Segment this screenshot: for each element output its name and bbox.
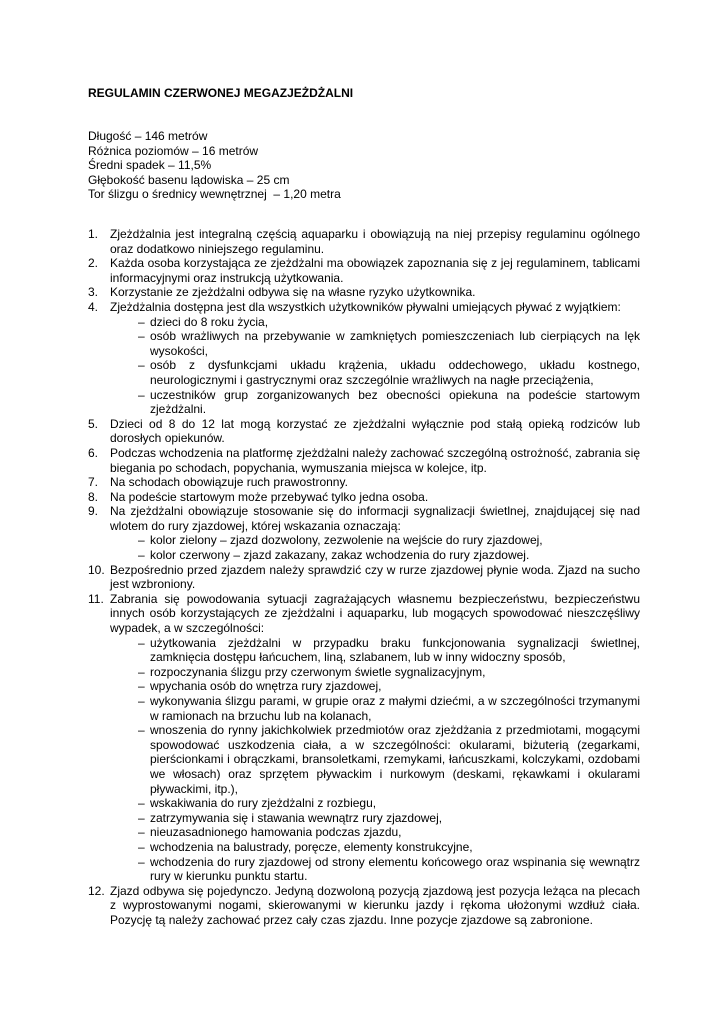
rule-text: Na podeście startowym może przebywać tylko jedna osoba.: [110, 489, 429, 504]
rule-number: 6.: [88, 445, 99, 460]
rule-text: Na zjeżdżalni obowiązuje stosowanie się do informacji sygnalizacji świetlnej, znajdującej się nad wlotem do rury zjazdowej, której wskazania oznaczają:: [110, 504, 640, 533]
rule-sublist: [110, 533, 640, 562]
spec-line: Długość – 146 metrów: [88, 129, 208, 143]
rule-number: 5.: [88, 416, 99, 431]
rule-text: Podczas wchodzenia na platformę zjeżdżalni należy zachować szczególną ostrożność, zabrania się biegania po schodach, popychania, wymuszania miejsca w kolejce, itp.: [110, 445, 640, 475]
spec-line: Głębokość basenu lądowiska – 25 cm: [88, 172, 290, 187]
rule-item: [88, 884, 640, 928]
rule-subitem: – wpychania osób do wnętrza rury zjazdowej,: [138, 679, 640, 694]
rule-item: [88, 563, 640, 592]
rule-text: Zjazd odbywa się pojedynczo. Jedyną dozwoloną pozycją zjazdową jest pozycja leżąca na plecach z wyprostowanymi nogami, skierowanymi w kierunku jazdy i rękoma ułożonymi wzdłuż ciała. Pozycję tą należy zachować przez cały czas zjazdu. Inne pozycje zjazdowe są zabronione.: [110, 883, 640, 927]
rule-item: [88, 592, 640, 884]
rule-number: 1.: [88, 227, 99, 241]
rule-item: [88, 504, 640, 562]
rule-subitem: – wskakiwania do rury zjeżdżalni z rozbiegu,: [138, 796, 640, 811]
rule-text: Zabrania się powodowania sytuacji zagrażających własnemu bezpieczeństwu, bezpieczeństwu innych osób korzystających ze zjeżdżalni i aquaparku, lub mogących spowodować nieszczęśliwy wypadek, a w szczególności:: [110, 591, 640, 636]
rule-subitem: – kolor czerwony – zjazd zakazany, zakaz wchodzenia do rury zjazdowej.: [138, 548, 640, 563]
rule-item: [88, 446, 640, 475]
rule-text: Zjeżdżalnia jest integralną częścią aquaparku i obowiązują na niej przepisy regulaminu ogólnego oraz dodatkowo niniejszego regulaminu.: [110, 227, 640, 256]
rule-subitem: – wnoszenia do rynny jakichkolwiek przedmiotów oraz zjeżdżania z przedmiotami, mogącymi spowodować uszkodzenia ciała, a w szczególności: okularami, biżuterią (zegarkami, pierścionkami i obrączkami, bransoletkami, rzemykami, łańcuszkami, kolczykami, ozdobami we włosach) oraz sprzętem pływackim i nurkowym (deskami, rękawkami i okularami pływackimi, itp.),: [138, 723, 640, 796]
specs-block: [88, 129, 341, 202]
rule-number: 3.: [88, 285, 99, 300]
rule-subitem: – użytkowania zjeżdżalni w przypadku braku funkcjonowania sygnalizacji świetlnej, zamknięcia dostępu łańcuchem, liną, szlabanem, lub w inny widoczny sposób,: [138, 636, 640, 665]
rule-subitem: – nieuzasadnionego hamowania podczas zjazdu,: [138, 825, 640, 840]
rule-item: [88, 490, 640, 505]
rule-item: [88, 475, 640, 490]
rule-text: Na schodach obowiązuje ruch prawostronny.: [110, 475, 348, 490]
rule-item: [88, 417, 640, 446]
rule-number: 9.: [88, 504, 99, 519]
rule-text: Każda osoba korzystająca ze zjeżdżalni ma obowiązek zapoznania się z jej regulaminem, tablicami informacyjnymi oraz instrukcją użytkowania.: [110, 256, 640, 285]
rule-sublist: [110, 636, 640, 884]
rule-subitem: – rozpoczynania ślizgu przy czerwonym świetle sygnalizacyjnym,: [138, 665, 640, 680]
rule-subitem: – wykonywania ślizgu parami, w grupie oraz z małymi dziećmi, a w szczególności trzymanymi w ramionach na brzuchu lub na kolanach,: [138, 694, 640, 723]
rule-number: 11.: [88, 591, 104, 606]
rule-number: 8.: [88, 489, 99, 504]
rule-item: [88, 300, 640, 417]
rule-text: Dzieci od 8 do 12 lat mogą korzystać ze zjeżdżalni wyłącznie pod stałą opieką rodziców lub dorosłych opiekunów.: [110, 416, 640, 446]
rule-text: Korzystanie ze zjeżdżalni odbywa się na własne ryzyko użytkownika.: [110, 285, 476, 300]
rule-subitem: – zatrzymywania się i stawania wewnątrz rury zjazdowej,: [138, 811, 640, 826]
document-title: REGULAMIN CZERWONEJ MEGAZJEŻDŻALNI: [88, 86, 354, 100]
rule-number: 10.: [88, 562, 105, 577]
rule-subitem: – osób wrażliwych na przebywanie w zamkniętych pomieszczeniach lub cierpiących na lęk wysokości,: [138, 329, 640, 358]
rule-subitem: – kolor zielony – zjazd dozwolony, zezwolenie na wejście do rury zjazdowej,: [138, 533, 640, 548]
rule-item: [88, 285, 640, 300]
rule-subitem: – osób z dysfunkcjami układu krążenia, układu oddechowego, układu kostnego, neurologicznymi i gastrycznymi oraz szczególnie wrażliwych na nagłe przeciążenia,: [138, 358, 640, 387]
rule-number: 2.: [88, 256, 99, 271]
rule-subitem: – wchodzenia do rury zjazdowej od strony elementu końcowego oraz wspinania się wewnątrz rury w kierunku punktu startu.: [138, 855, 640, 884]
rule-item: [88, 256, 640, 285]
spec-line: Tor ślizgu o średnicy wewnętrznej – 1,20 metra: [88, 187, 341, 202]
rule-text: Zjeżdżalnia dostępna jest dla wszystkich użytkowników pływalni umiejących pływać z wyjątkiem:: [110, 299, 621, 314]
rule-subitem: – dzieci do 8 roku życia,: [138, 315, 640, 330]
rule-subitem: – wchodzenia na balustrady, poręcze, elementy konstrukcyjne,: [138, 840, 640, 855]
rule-text: Bezpośrednio przed zjazdem należy sprawdzić czy w rurze zjazdowej płynie woda. Zjazd na sucho jest wzbroniony.: [110, 562, 640, 592]
rule-item: [88, 227, 640, 256]
spec-line: Różnica poziomów – 16 metrów: [88, 143, 259, 158]
rule-number: 4.: [88, 299, 99, 314]
spec-line: Średni spadek – 11,5%: [88, 158, 212, 173]
rules-list: [88, 227, 640, 928]
rule-number: 12.: [88, 883, 105, 898]
rule-subitem: – uczestników grup zorganizowanych bez obecności opiekuna na podeście startowym zjeżdżalni.: [138, 388, 640, 417]
rule-sublist: [110, 315, 640, 417]
rule-number: 7.: [88, 475, 99, 490]
